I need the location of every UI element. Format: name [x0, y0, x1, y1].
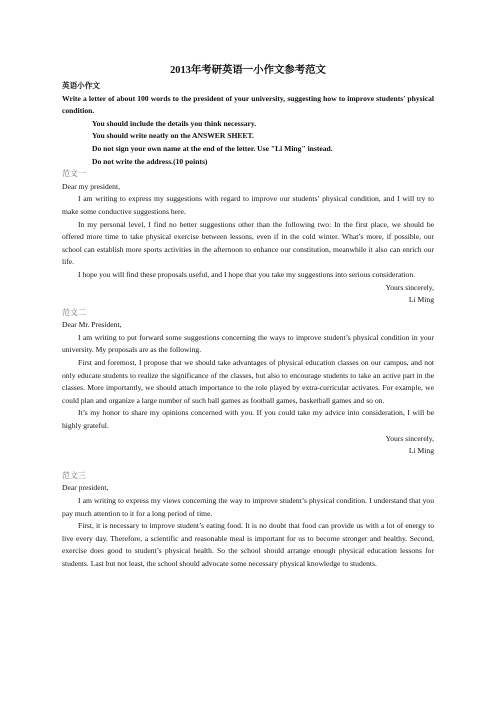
- document-page: [62, 64, 434, 571]
- prompt-requirement: You should write neatly on the ANSWER SHEET.: [92, 131, 254, 141]
- spacer: [62, 458, 434, 470]
- essay-salutation: Dear president,: [62, 483, 109, 493]
- essay-label: 范文一: [62, 169, 86, 179]
- essay-signature: Li Ming: [408, 446, 434, 456]
- essay-label: 范文二: [62, 307, 86, 317]
- document-title: 2013年考研英语一小作文参考范文: [170, 65, 326, 76]
- essay-paragraph: It’s my honor to share my opinions concerned with you. If you could take my advice into consideration, I will be highly grateful.: [62, 408, 434, 431]
- prompt-requirement: Do not sign your own name at the end of the letter. Use "Li Ming" instead.: [92, 143, 333, 153]
- essay-closing: Yours sincerely,: [385, 433, 434, 443]
- prompt-requirement: You should include the details you think necessary.: [92, 118, 257, 128]
- essay-paragraph: First and foremost, I propose that we should take advantages of physical education classes on our campus, and not only educate students to realize the significance of the classes, but also to encourage students to take an active part in the classes. More importantly, we should attach importance to the role played by extra-curricular activates. For example, we could plan and organize a large number of such ball games as football games, basketball games and so on.: [62, 358, 434, 405]
- essay-paragraph: I am writing to express my suggestions with regard to improve our students’ physical condition, and I will try to make some conductive suggestions here.: [62, 194, 434, 216]
- essay-salutation: Dear my president,: [62, 181, 120, 191]
- essay-paragraph: First, it is necessary to improve student’s eating food. It is no doubt that food can provide us with a lot of energy to live every day. Therefore, a scientific and reasonable meal is important for us to become stronger and healthy. Second, exercise does good to student’s physical health. So the school should arrange enough physical education lessons for students. Last but not least, the school should advocate some necessary physical knowledge to students.: [62, 521, 434, 568]
- prompt-main: Write a letter of about 100 words to the president of your university, suggesting how to improve students' physical condition.: [62, 93, 434, 116]
- essay-paragraph: I am writing to put forward some suggestions concerning the ways to improve student’s physical condition in your university. My proposals are as the following.: [62, 332, 434, 355]
- essay-label: 范文三: [62, 470, 86, 480]
- essay-paragraph: In my personal level, I find no better suggestions other than the following two: In the first place, we should be offered more time to take physical exercise between lessons, even if in the cold winter. What’s more, if possible, our school can establish more sports activities in the afternoon to enhance our constitution, meanwhile it also can enrich our life.: [62, 219, 434, 267]
- essay-closing: Yours sincerely,: [385, 282, 434, 292]
- section-label: 英语小作文: [62, 81, 100, 90]
- essay-paragraph: I am writing to express my views concerning the way to improve student’s physical condition. I understand that you pay much attention to it for a long period of time.: [62, 496, 434, 518]
- essay-salutation: Dear Mr. President,: [62, 320, 122, 330]
- essay-signature: Li Ming: [408, 295, 434, 305]
- prompt-requirement: Do not write the address.(10 points): [92, 156, 208, 166]
- essay-paragraph: I hope you will find these proposals useful, and I hope that you take my suggestions into serious consideration.: [78, 269, 416, 279]
